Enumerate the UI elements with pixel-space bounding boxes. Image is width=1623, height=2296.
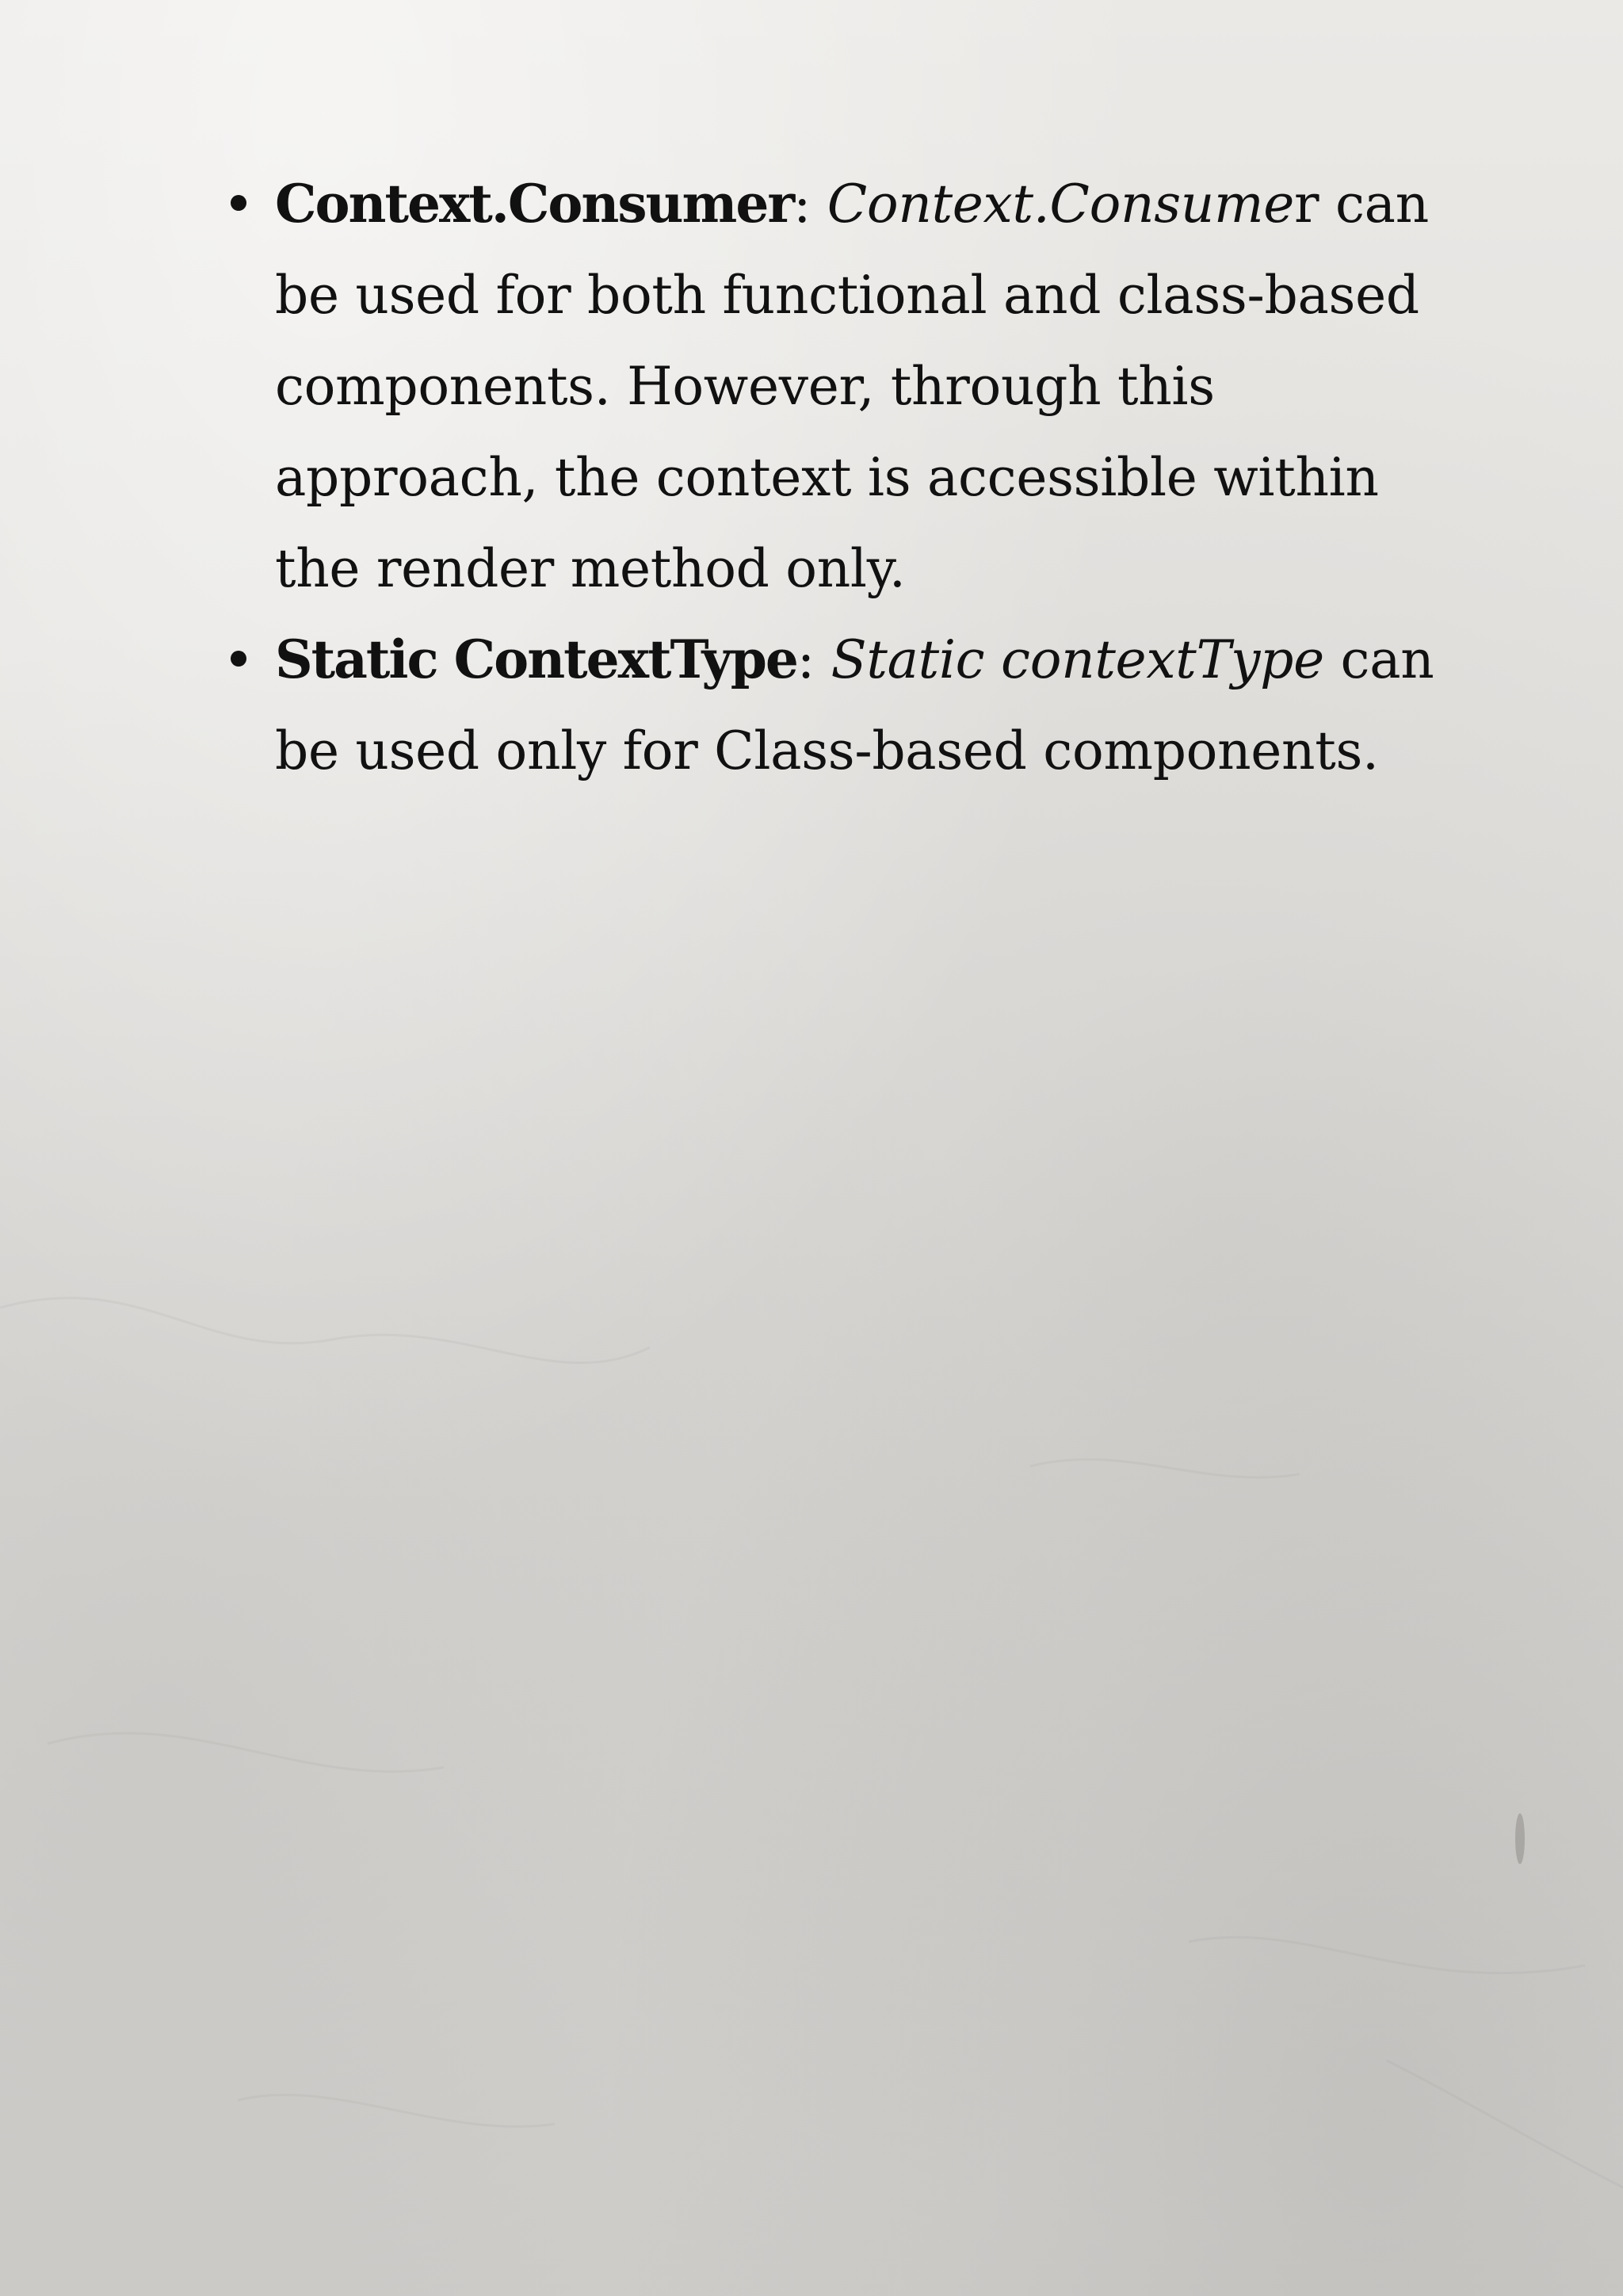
term-separator: : [796, 629, 831, 690]
term-context-consumer: Context.Consumer [275, 173, 794, 235]
list-item [224, 614, 1461, 797]
item-description: can be used only for Class-based components. [275, 629, 1434, 781]
bullet-icon [231, 195, 246, 211]
term-separator: : [793, 174, 827, 235]
document-body [224, 159, 1461, 797]
bullet-list [224, 159, 1461, 797]
item-description: r can be used for both functional and class-based components. However, through this approach, the context is accessible within the render method only. [275, 174, 1429, 599]
italic-term: Static contextType [831, 629, 1324, 690]
bullet-icon [231, 651, 246, 667]
italic-term: Context.Consume [827, 174, 1295, 235]
term-static-contexttype: Static ContextType [275, 628, 797, 690]
list-item [224, 159, 1461, 614]
